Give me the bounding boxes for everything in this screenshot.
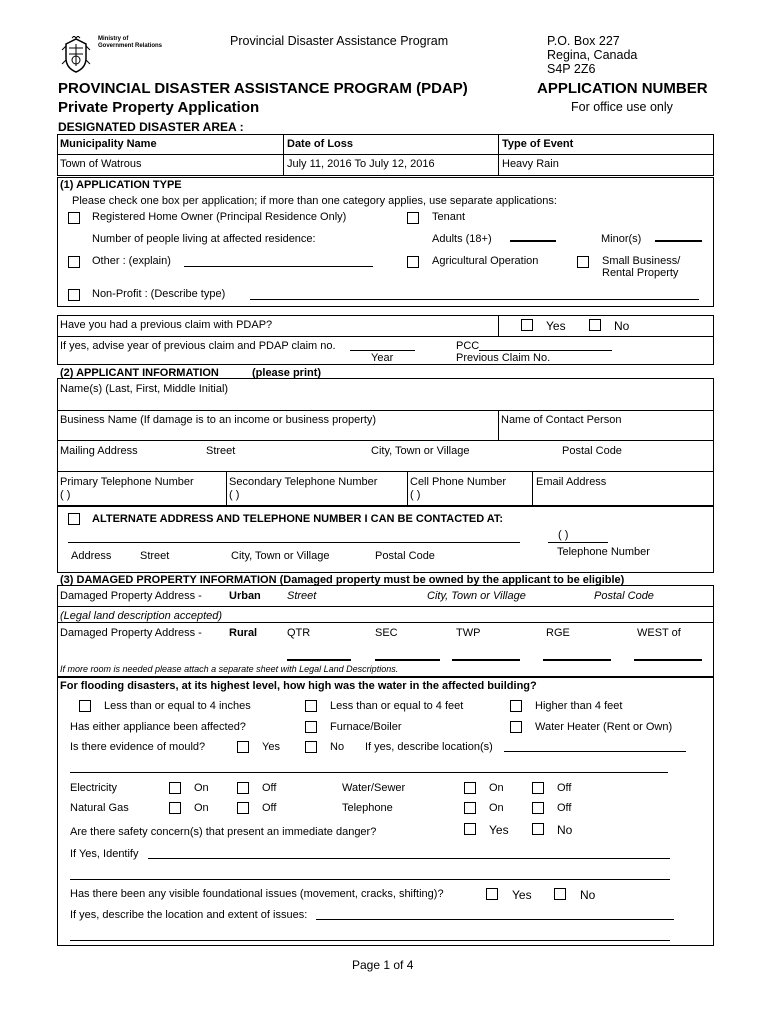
year-caption: Year bbox=[371, 352, 394, 364]
electricity-on-checkbox[interactable] bbox=[169, 782, 181, 794]
date-of-loss-value[interactable]: July 11, 2016 To July 12, 2016 bbox=[287, 158, 435, 170]
alt-street-label: Street bbox=[140, 550, 170, 562]
safety-yes-checkbox[interactable] bbox=[464, 823, 476, 835]
electricity-off-checkbox[interactable] bbox=[237, 782, 249, 794]
electricity-off-label: Off bbox=[262, 782, 277, 794]
water-sewer-label: Water/Sewer bbox=[342, 782, 406, 794]
address-line3: S4P 2Z6 bbox=[547, 62, 596, 76]
type-of-event-header: Type of Event bbox=[502, 138, 574, 150]
names-label[interactable]: Name(s) (Last, First, Middle Initial) bbox=[60, 383, 229, 395]
non-profit-checkbox[interactable] bbox=[68, 289, 80, 301]
office-use-label: For office use only bbox=[571, 100, 673, 114]
email-label[interactable]: Email Address bbox=[536, 476, 607, 488]
previous-claim-question: Have you had a previous claim with PDAP? bbox=[60, 319, 273, 331]
rural-label: Rural bbox=[229, 627, 258, 639]
twp-input[interactable] bbox=[452, 659, 520, 661]
previous-claim-yes-label: Yes bbox=[546, 319, 566, 333]
safety-no-checkbox[interactable] bbox=[532, 823, 544, 835]
mould-no-checkbox[interactable] bbox=[305, 741, 317, 753]
urban-label: Urban bbox=[229, 590, 261, 602]
telephone-off-label: Off bbox=[557, 802, 572, 814]
twp-label: TWP bbox=[456, 627, 481, 639]
west-of-label: WEST of bbox=[637, 627, 681, 639]
rge-label: RGE bbox=[546, 627, 570, 639]
address-line1: P.O. Box 227 bbox=[547, 34, 620, 48]
applicant-info-heading: (2) APPLICANT INFORMATION bbox=[60, 367, 219, 379]
previous-claim-yes-checkbox[interactable] bbox=[521, 319, 533, 331]
agricultural-label: Agricultural Operation bbox=[432, 255, 539, 267]
minors-label: Minor(s) bbox=[601, 233, 642, 245]
furnace-label: Furnace/Boiler bbox=[330, 721, 402, 733]
mailing-city-label: City, Town or Village bbox=[371, 445, 470, 457]
natural-gas-off-label: Off bbox=[262, 802, 277, 814]
more-room-note: If more room is needed please attach a separate sheet with Legal Land Descriptions. bbox=[60, 664, 399, 674]
foundation-yes-label: Yes bbox=[512, 888, 532, 902]
alt-phone-label: Telephone Number bbox=[557, 546, 650, 558]
pcc-prefix: PCC bbox=[456, 340, 480, 352]
sec-input[interactable] bbox=[375, 659, 440, 661]
mailing-address-label[interactable]: Mailing Address bbox=[60, 445, 138, 457]
primary-phone-paren: ( ) bbox=[60, 489, 71, 501]
other-label: Other : (explain) bbox=[92, 255, 171, 267]
water-gt-4ft-checkbox[interactable] bbox=[510, 700, 522, 712]
application-number-label: APPLICATION NUMBER bbox=[537, 80, 708, 97]
urban-address-label: Damaged Property Address - bbox=[60, 590, 202, 602]
water-sewer-off-label: Off bbox=[557, 782, 572, 794]
home-owner-label: Registered Home Owner (Principal Residence Only) bbox=[92, 211, 347, 223]
rge-input[interactable] bbox=[543, 659, 611, 661]
damaged-property-heading: (3) DAMAGED PROPERTY INFORMATION (Damaged property must be owned by the applicant to be eligible) bbox=[60, 574, 625, 586]
secondary-phone-paren: ( ) bbox=[229, 489, 240, 501]
small-business-label-2: Rental Property bbox=[602, 267, 679, 279]
minors-input[interactable] bbox=[655, 240, 702, 242]
water-sewer-on-checkbox[interactable] bbox=[464, 782, 476, 794]
sec-label: SEC bbox=[375, 627, 398, 639]
alt-phone-input[interactable] bbox=[548, 542, 608, 543]
mailing-street-label: Street bbox=[206, 445, 236, 457]
mould-yes-label: Yes bbox=[262, 741, 280, 753]
electricity-label: Electricity bbox=[70, 782, 118, 794]
identify-input-2[interactable] bbox=[70, 879, 670, 880]
telephone-label: Telephone bbox=[342, 802, 393, 814]
page-subtitle: Private Property Application bbox=[58, 99, 260, 116]
natural-gas-on-checkbox[interactable] bbox=[169, 802, 181, 814]
secondary-phone-label[interactable]: Secondary Telephone Number bbox=[229, 476, 378, 488]
water-lt-4in-checkbox[interactable] bbox=[79, 700, 91, 712]
flooding-heading: For flooding disasters, at its highest level, how high was the water in the affected building? bbox=[60, 680, 537, 692]
natural-gas-on-label: On bbox=[194, 802, 209, 814]
foundation-yes-checkbox[interactable] bbox=[486, 888, 498, 900]
contact-person-label[interactable]: Name of Contact Person bbox=[501, 414, 622, 426]
mould-location-input[interactable] bbox=[504, 751, 686, 752]
water-gt-4ft-label: Higher than 4 feet bbox=[535, 700, 623, 712]
adults-input[interactable] bbox=[510, 240, 556, 242]
non-profit-label: Non-Profit : (Describe type) bbox=[92, 288, 226, 300]
cell-phone-paren: ( ) bbox=[410, 489, 421, 501]
urban-street-label[interactable]: Street bbox=[287, 590, 317, 602]
small-business-checkbox[interactable] bbox=[577, 256, 589, 268]
alt-city-label: City, Town or Village bbox=[231, 550, 330, 562]
advise-previous-claim-label: If yes, advise year of previous claim and PDAP claim no. bbox=[60, 340, 336, 352]
rural-address-label: Damaged Property Address - bbox=[60, 627, 202, 639]
municipality-name-header: Municipality Name bbox=[60, 138, 157, 150]
qtr-label: QTR bbox=[287, 627, 311, 639]
primary-phone-label[interactable]: Primary Telephone Number bbox=[60, 476, 194, 488]
water-heater-checkbox[interactable] bbox=[510, 721, 522, 733]
telephone-off-checkbox[interactable] bbox=[532, 802, 544, 814]
water-sewer-on-label: On bbox=[489, 782, 504, 794]
west-of-input[interactable] bbox=[634, 659, 702, 661]
program-name: Provincial Disaster Assistance Program bbox=[230, 34, 449, 48]
natural-gas-off-checkbox[interactable] bbox=[237, 802, 249, 814]
previous-claim-number-caption: Previous Claim No. bbox=[456, 352, 551, 364]
mailing-postal-label: Postal Code bbox=[562, 445, 622, 457]
designated-area-heading: DESIGNATED DISASTER AREA : bbox=[58, 120, 244, 134]
qtr-input[interactable] bbox=[287, 659, 351, 661]
previous-claim-no-checkbox[interactable] bbox=[589, 319, 601, 331]
legal-land-note: (Legal land description accepted) bbox=[60, 610, 223, 622]
home-owner-checkbox[interactable] bbox=[68, 212, 80, 224]
water-lt-4ft-checkbox[interactable] bbox=[305, 700, 317, 712]
previous-claim-year-input[interactable] bbox=[350, 350, 415, 351]
water-lt-4in-label: Less than or equal to 4 inches bbox=[104, 700, 251, 712]
mould-location-input-2[interactable] bbox=[70, 772, 668, 773]
non-profit-type-input[interactable] bbox=[250, 299, 699, 300]
electricity-on-label: On bbox=[194, 782, 209, 794]
identify-label: If Yes, Identify bbox=[70, 848, 139, 860]
previous-claim-number-input[interactable] bbox=[479, 350, 612, 351]
tenant-label: Tenant bbox=[432, 211, 466, 223]
safety-no-label: No bbox=[557, 823, 573, 837]
agricultural-checkbox[interactable] bbox=[407, 256, 419, 268]
page-number: Page 1 of 4 bbox=[352, 958, 414, 972]
alternate-address-heading: ALTERNATE ADDRESS AND TELEPHONE NUMBER I CAN BE CONTACTED AT: bbox=[92, 513, 504, 525]
alt-phone-paren: ( ) bbox=[558, 529, 569, 541]
address-line2: Regina, Canada bbox=[547, 48, 638, 62]
business-name-label[interactable]: Business Name (If damage is to an income or business property) bbox=[60, 414, 377, 426]
government-crest-logo bbox=[60, 36, 92, 74]
water-lt-4ft-label: Less than or equal to 4 feet bbox=[330, 700, 464, 712]
describe-issues-input-2[interactable] bbox=[70, 940, 670, 941]
telephone-on-checkbox[interactable] bbox=[464, 802, 476, 814]
ministry-line2: Government Relations bbox=[98, 43, 163, 49]
water-heater-label: Water Heater (Rent or Own) bbox=[535, 721, 673, 733]
other-explain-input[interactable] bbox=[184, 266, 373, 267]
alt-address-input[interactable] bbox=[68, 542, 520, 543]
mould-no-label: No bbox=[330, 741, 345, 753]
small-business-label-1: Small Business/ bbox=[602, 255, 681, 267]
alt-postal-label: Postal Code bbox=[375, 550, 435, 562]
type-of-event-value[interactable]: Heavy Rain bbox=[502, 158, 559, 170]
foundation-no-label: No bbox=[580, 888, 596, 902]
adults-label: Adults (18+) bbox=[432, 233, 492, 245]
foundation-question: Has there been any visible foundational issues (movement, cracks, shifting)? bbox=[70, 888, 444, 900]
municipality-name-value[interactable]: Town of Watrous bbox=[60, 158, 142, 170]
please-print-note: (please print) bbox=[252, 367, 322, 379]
application-type-instruction: Please check one box per application; if more than one category applies, use separate applications: bbox=[72, 195, 557, 207]
alt-address-label: Address bbox=[71, 550, 112, 562]
num-people-label: Number of people living at affected residence: bbox=[92, 233, 316, 245]
describe-issues-input[interactable] bbox=[316, 919, 674, 920]
describe-issues-label: If yes, describe the location and extent of issues: bbox=[70, 909, 308, 921]
mould-question: Is there evidence of mould? bbox=[70, 741, 206, 753]
page-title: PROVINCIAL DISASTER ASSISTANCE PROGRAM (PDAP) bbox=[58, 80, 468, 97]
mould-describe-label: If yes, describe location(s) bbox=[365, 741, 493, 753]
cell-phone-label[interactable]: Cell Phone Number bbox=[410, 476, 506, 488]
urban-city-label[interactable]: City, Town or Village bbox=[427, 590, 526, 602]
urban-postal-label[interactable]: Postal Code bbox=[594, 590, 654, 602]
mould-yes-checkbox[interactable] bbox=[237, 741, 249, 753]
crest-icon bbox=[60, 36, 92, 74]
application-type-heading: (1) APPLICATION TYPE bbox=[60, 179, 182, 191]
foundation-no-checkbox[interactable] bbox=[554, 888, 566, 900]
safety-question: Are there safety concern(s) that present an immediate danger? bbox=[70, 826, 377, 838]
natural-gas-label: Natural Gas bbox=[70, 802, 129, 814]
safety-yes-label: Yes bbox=[489, 823, 509, 837]
identify-input[interactable] bbox=[148, 858, 670, 859]
other-checkbox[interactable] bbox=[68, 256, 80, 268]
tenant-checkbox[interactable] bbox=[407, 212, 419, 224]
previous-claim-no-label: No bbox=[614, 319, 630, 333]
ministry-line1: Ministry of bbox=[98, 36, 129, 42]
date-of-loss-header: Date of Loss bbox=[287, 138, 354, 150]
water-sewer-off-checkbox[interactable] bbox=[532, 782, 544, 794]
alternate-address-checkbox[interactable] bbox=[68, 513, 80, 525]
telephone-on-label: On bbox=[489, 802, 504, 814]
furnace-checkbox[interactable] bbox=[305, 721, 317, 733]
appliance-question: Has either appliance been affected? bbox=[70, 721, 246, 733]
